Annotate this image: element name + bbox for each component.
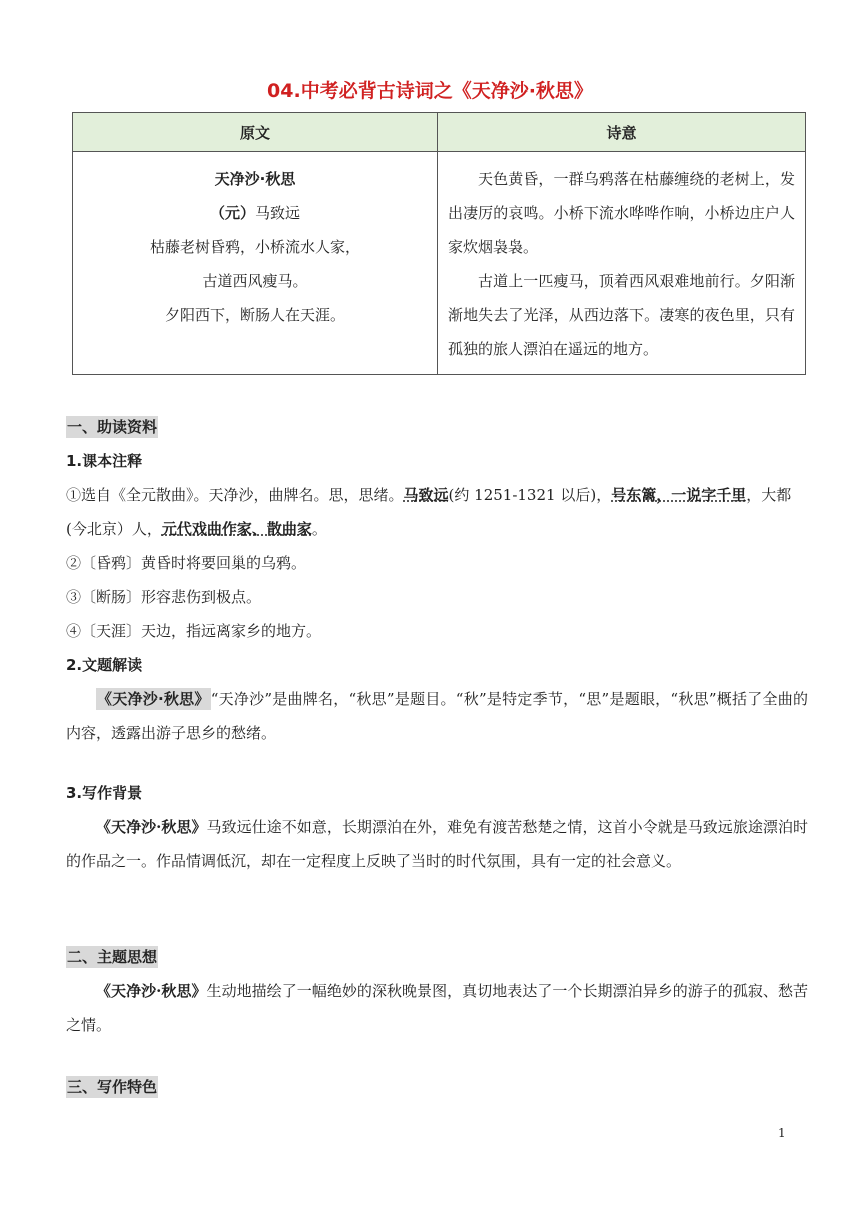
paragraph-text: 马致远仕途不如意，长期漂泊在外，难免有渡苦愁楚之情，这首小令就是马致远旅途漂泊时的作品之一。作品情调低沉，却在一定程度上反映了当时的时代氛围，具有一定的社会意义。 bbox=[66, 818, 808, 870]
note-4: ④〔天涯〕天边，指远离家乡的地方。 bbox=[66, 622, 322, 640]
translation-paragraph: 古道上一匹瘦马，顶着西风艰难地前行。夕阳渐渐地失去了光泽，从西边落下。凄寒的夜色里，只有孤独的旅人漂泊在遥远的地方。 bbox=[448, 272, 795, 358]
poem-line: 枯藤老树昏鸦，小桥流水人家， bbox=[149, 238, 360, 256]
title-interpretation bbox=[66, 682, 808, 750]
page-number: 1 bbox=[778, 1126, 786, 1140]
poem-title: 天净沙·秋思 bbox=[214, 170, 296, 188]
translation-paragraph: 天色黄昏，一群乌鸦落在枯藤缠绕的老树上，发出凄厉的哀鸣。小桥下流水哗哗作响，小桥边庄户人家炊烟袅袅。 bbox=[448, 170, 795, 256]
highlighted-title: 《天净沙·秋思》 bbox=[97, 690, 210, 708]
bold-title: 《天净沙·秋思》 bbox=[96, 818, 207, 836]
poem-line: 夕阳西下，断肠人在天涯。 bbox=[164, 306, 345, 324]
paragraph-text: “天净沙”是曲牌名，“秋思”是题目。“秋”是特定季节，“思”是题眼，“秋思”概括了全曲的内容，透露出游子思乡的愁绪。 bbox=[66, 690, 808, 742]
author-name: 马致远 bbox=[255, 204, 301, 222]
theme-paragraph bbox=[66, 974, 808, 1042]
note-text: (约 1251-1321 以后)， bbox=[448, 486, 612, 504]
note-3: ③〔断肠〕形容悲伤到极点。 bbox=[66, 588, 262, 606]
subsection-heading: 3.写作背景 bbox=[66, 784, 143, 802]
background-paragraph bbox=[66, 810, 808, 878]
section-heading: 一、助读资料 bbox=[67, 418, 158, 436]
section-heading: 三、写作特色 bbox=[67, 1078, 158, 1096]
poem-table bbox=[72, 112, 806, 375]
poem-author bbox=[74, 196, 436, 230]
bold-title: 《天净沙·秋思》 bbox=[96, 982, 207, 1000]
section-reading-materials bbox=[66, 410, 808, 750]
note-text: ①选自《全元散曲》。天净沙，曲牌名。思，思绪。 bbox=[66, 486, 404, 504]
header-meaning: 诗意 bbox=[438, 113, 806, 152]
poem-line: 古道西风瘦马。 bbox=[202, 272, 308, 290]
original-text-cell bbox=[73, 152, 438, 375]
subsection-heading: 2.文题解读 bbox=[66, 656, 143, 674]
section-theme bbox=[66, 940, 808, 1042]
subsection-heading: 1.课本注释 bbox=[66, 452, 143, 470]
note-2: ②〔昏鸦〕黄昏时将要回巢的乌鸦。 bbox=[66, 554, 307, 572]
note-text: 。 bbox=[311, 520, 327, 538]
note-alias: 号东篱，一说字千里 bbox=[611, 486, 747, 504]
paragraph-text: 生动地描绘了一幅绝妙的深秋晚景图，真切地表达了一个长期漂泊异乡的游子的孤寂、愁苦之情。 bbox=[66, 982, 808, 1034]
table-header-row bbox=[73, 113, 806, 152]
note-1 bbox=[66, 478, 808, 546]
author-dynasty: （元） bbox=[209, 204, 255, 222]
page-title: 04.中考必背古诗词之《天净沙·秋思》 bbox=[267, 80, 593, 102]
translation-cell bbox=[438, 152, 806, 375]
section-heading: 二、主题思想 bbox=[67, 948, 158, 966]
table-body-row bbox=[73, 152, 806, 375]
note-author: 马致远 bbox=[403, 486, 449, 504]
note-occupation: 元代戏曲作家、散曲家 bbox=[161, 520, 312, 538]
header-original: 原文 bbox=[73, 113, 438, 152]
note-text: ，大都(今北京）人， bbox=[66, 486, 792, 538]
section-features bbox=[66, 1070, 808, 1104]
section-background bbox=[66, 776, 808, 878]
